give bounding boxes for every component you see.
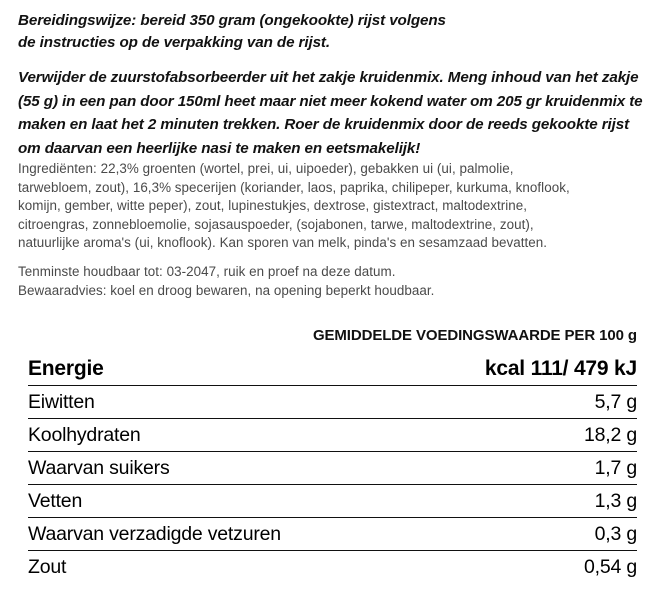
ingredients-line-3: komijn, gember, witte peper), zout, lupinestukjes, dextrose, gistextract, maltodextrine, bbox=[18, 198, 528, 214]
nutrition-label-zout: Zout bbox=[28, 556, 67, 578]
preparation-intro-line-2: de instructies op de verpakking van de rijst. bbox=[18, 34, 331, 51]
preparation-instructions bbox=[18, 66, 655, 160]
nutrition-value-eiwitten: 5,7 g bbox=[594, 391, 637, 413]
nutrition-label-verzadigde-vetzuren: Waarvan verzadigde vetzuren bbox=[28, 523, 281, 545]
nutrition-table bbox=[28, 352, 637, 580]
best-before-line: Tenminste houdbaar tot: 03-2047, ruik en proef na deze datum. bbox=[18, 264, 396, 279]
storage-advice-line: Bewaaradvies: koel en droog bewaren, na opening beperkt houdbaar. bbox=[18, 282, 435, 298]
nutrition-caption: GEMIDDELDE VOEDINGSWAARDE PER 100 g bbox=[312, 327, 637, 344]
nutrition-value-koolhydraten: 18,2 g bbox=[583, 424, 637, 446]
table-row bbox=[28, 352, 637, 386]
ingredients-block bbox=[18, 160, 658, 253]
nutrition-label-energie: Energie bbox=[28, 357, 104, 380]
preparation-instructions-text: Verwijder de zuurstofabsorbeerder uit het zakje kruidenmix. Meng inhoud van het zakje (55 g) in een pan door 150ml heet maar niet meer kokend water om 205 gr kruidenmix te maken en laat het 2 minuten trekken. Roer de kruidenmix door de reeds gekookte rijst om daarvan een heerlijke nasi te maken en eetsmakelijk! bbox=[18, 69, 643, 157]
ingredients-line-5: natuurlijke aroma's (ui, knoflook). Kan sporen van melk, pinda's en sesamzaad bevatten. bbox=[18, 235, 548, 251]
table-row bbox=[28, 386, 637, 419]
nutrition-label-koolhydraten: Koolhydraten bbox=[28, 424, 141, 446]
ingredients-line-2: tarwebloem, zout), 16,3% specerijen (koriander, laos, paprika, chilipeper, kurkuma, knoflook, bbox=[18, 179, 570, 195]
table-row bbox=[28, 518, 637, 551]
nutrition-value-vetten: 1,3 g bbox=[594, 490, 637, 512]
table-row bbox=[28, 485, 637, 518]
nutrition-label-vetten: Vetten bbox=[28, 490, 83, 512]
ingredients-line-1: Ingrediënten: 22,3% groenten (wortel, prei, ui, uipoeder), gebakken ui (ui, palmolie, bbox=[18, 161, 514, 176]
preparation-intro bbox=[18, 10, 648, 54]
nutrition-value-verzadigde-vetzuren: 0,3 g bbox=[594, 523, 637, 545]
nutrition-label-eiwitten: Eiwitten bbox=[28, 391, 95, 413]
preparation-intro-line-1: Bereidingswijze: bereid 350 gram (ongekookte) rijst volgens bbox=[18, 12, 446, 29]
table-row bbox=[28, 419, 637, 452]
nutrition-value-waarvan-suikers: 1,7 g bbox=[594, 457, 637, 479]
nutrition-value-energie: kcal 111/ 479 kJ bbox=[484, 357, 637, 380]
table-row bbox=[28, 452, 637, 485]
nutrition-label-waarvan-suikers: Waarvan suikers bbox=[28, 457, 170, 479]
nutrition-value-zout: 0,54 g bbox=[583, 556, 637, 578]
ingredients-line-4: citroengras, zonnebloemolie, sojasauspoeder, (sojabonen, tarwe, maltodextrine, zout), bbox=[18, 216, 534, 232]
table-row bbox=[28, 551, 637, 581]
storage-block bbox=[18, 263, 658, 300]
